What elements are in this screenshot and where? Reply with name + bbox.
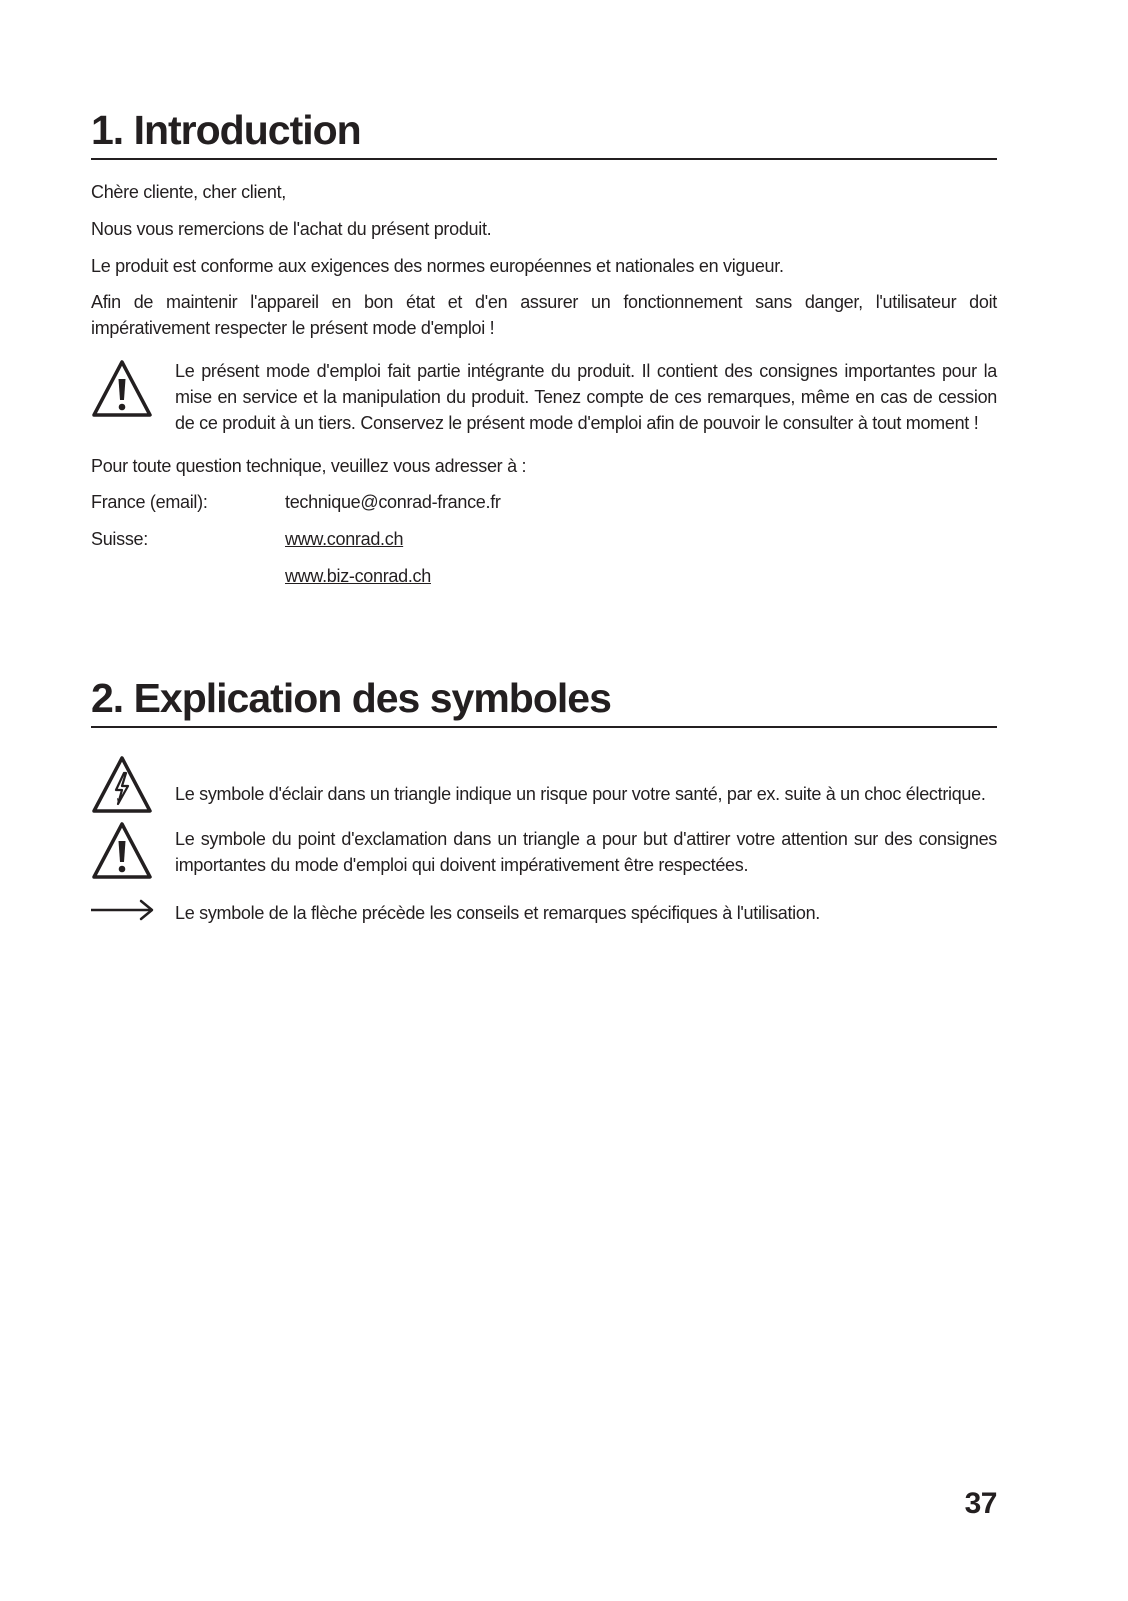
contact-label: Suisse: [91, 529, 148, 549]
symbol-row-arrow [91, 897, 997, 928]
arrow-right-icon [91, 897, 157, 928]
maintain-text: Afin de maintenir l'appareil en bon état et d'en assurer un fonctionnement sans danger, l'utilisateur doit impérativement respecter le présent mode d'emploi ! [91, 292, 997, 338]
conrad-ch-link[interactable]: www.conrad.ch [285, 529, 404, 549]
lightning-triangle-icon [91, 754, 157, 821]
contact-label [91, 563, 285, 589]
contact-row-france [91, 489, 997, 515]
symbol-text: Le symbole d'éclair dans un triangle indique un risque pour votre santé, par ex. suite à un choc électrique. [175, 783, 986, 804]
symbol-row-exclamation [91, 826, 997, 887]
contact-row-suisse [91, 526, 997, 552]
greeting: Chère cliente, cher client, [91, 182, 286, 202]
warning-text: Le présent mode d'emploi fait partie intégrante du produit. Il contient des consignes importantes pour la mise en service et la manipulation du produit. Tenez compte de ces remarques, même en cas de cession de ce produit à un tiers. Conservez le présent mode d'emploi afin de pouvoir le consulter à tout moment ! [175, 361, 997, 433]
page-number: 37 [964, 1487, 997, 1520]
section-title-symbols: 2. Explication des symboles [91, 674, 997, 728]
section-title-introduction: 1. Introduction [91, 106, 997, 160]
contact-email: technique@conrad-france.fr [285, 492, 501, 512]
question-text: Pour toute question technique, veuillez vous adresser à : [91, 456, 527, 476]
thanks-text: Nous vous remercions de l'achat du présent produit. [91, 219, 492, 239]
exclamation-triangle-icon [91, 820, 157, 887]
contact-row-biz [91, 563, 997, 589]
contact-label: France (email): [91, 492, 208, 512]
warning-block [91, 358, 997, 436]
symbol-text: Le symbole de la flèche précède les conseils et remarques spécifiques à l'utilisation. [175, 902, 820, 923]
exclamation-triangle-icon [91, 358, 157, 425]
symbol-text: Le symbole du point d'exclamation dans un triangle a pour but d'attirer votre attention sur des consignes importantes du mode d'emploi qui doivent impérativement être respectées. [175, 829, 997, 875]
biz-conrad-ch-link[interactable]: www.biz-conrad.ch [285, 566, 431, 586]
conformity-text: Le produit est conforme aux exigences des normes européennes et nationales en vigueur. [91, 256, 784, 276]
symbol-row-lightning [91, 766, 997, 821]
